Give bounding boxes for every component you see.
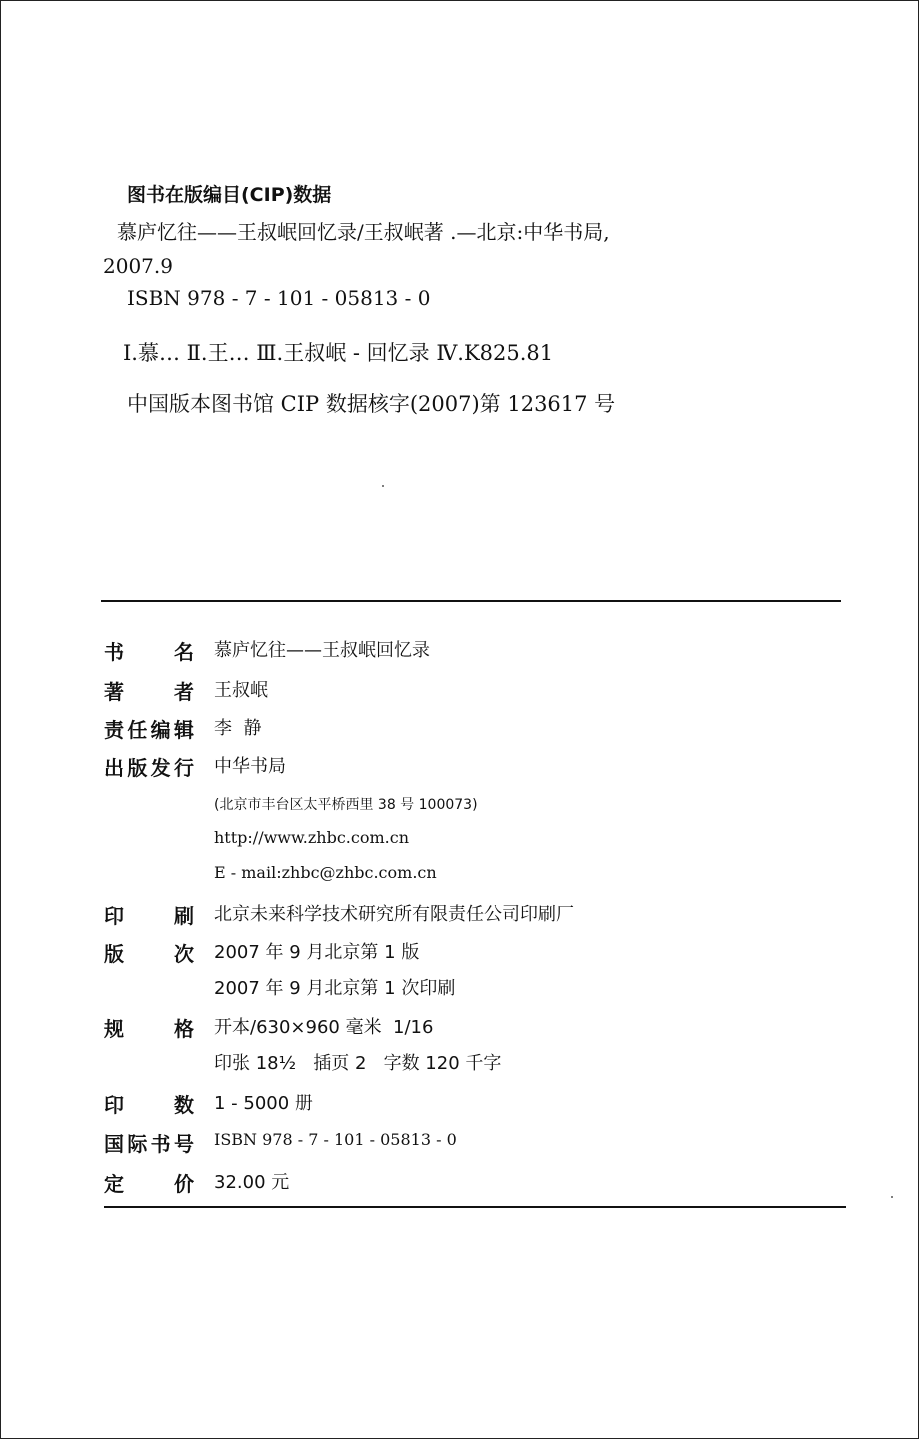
- cip-date-line: 2007.9: [103, 254, 173, 278]
- label-price: 定 价: [104, 1172, 194, 1196]
- value-publisher: 中华书局: [214, 756, 286, 777]
- imprint-bottom-rule: [104, 1206, 846, 1208]
- publisher-email: E - mail:zhbc@zhbc.com.cn: [214, 863, 437, 882]
- scan-speck: [382, 485, 384, 487]
- label-isbn: 国 际 书 号: [104, 1132, 194, 1156]
- value-editor: 李 静: [214, 718, 262, 739]
- value-printer: 北京未来科学技术研究所有限责任公司印刷厂: [214, 904, 574, 925]
- value-author: 王叔岷: [214, 680, 268, 701]
- cip-title-line: 慕庐忆往——王叔岷回忆录/王叔岷著 .—北京:中华书局,: [117, 220, 610, 244]
- value-edition: 2007 年 9 月北京第 1 版: [214, 942, 420, 963]
- value-spec: 开本/630×960 毫米 1/16: [214, 1017, 434, 1038]
- scan-speck: [891, 1196, 893, 1198]
- imprint-top-rule: [101, 600, 841, 602]
- cip-record-number: 中国版本图书馆 CIP 数据核字(2007)第 123617 号: [127, 392, 616, 416]
- value-isbn: ISBN 978 - 7 - 101 - 05813 - 0: [214, 1130, 457, 1149]
- value-spec-detail: 印张 18½ 插页 2 字数 120 千字: [214, 1053, 502, 1074]
- publisher-address: (北京市丰台区太平桥西里 38 号 100073): [214, 797, 478, 813]
- cip-isbn-line: ISBN 978 - 7 - 101 - 05813 - 0: [127, 286, 431, 310]
- label-printer: 印 刷: [104, 904, 194, 928]
- label-spec: 规 格: [104, 1017, 194, 1041]
- value-price: 32.00 元: [214, 1172, 290, 1193]
- publisher-website: http://www.zhbc.com.cn: [214, 828, 409, 847]
- label-author: 著 者: [104, 680, 194, 704]
- cip-heading: 图书在版编目(CIP)数据: [127, 184, 332, 206]
- label-print-run: 印 数: [104, 1093, 194, 1117]
- value-printing: 2007 年 9 月北京第 1 次印刷: [214, 978, 456, 999]
- label-edition: 版 次: [104, 942, 194, 966]
- value-title: 慕庐忆往——王叔岷回忆录: [214, 640, 430, 661]
- cip-classification: Ⅰ.慕… Ⅱ.王… Ⅲ.王叔岷 - 回忆录 Ⅳ.K825.81: [123, 341, 554, 365]
- label-title: 书 名: [104, 640, 194, 664]
- value-print-run: 1 - 5000 册: [214, 1093, 313, 1114]
- label-publisher: 出 版 发 行: [104, 756, 194, 780]
- label-editor: 责 任 编 辑: [104, 718, 194, 742]
